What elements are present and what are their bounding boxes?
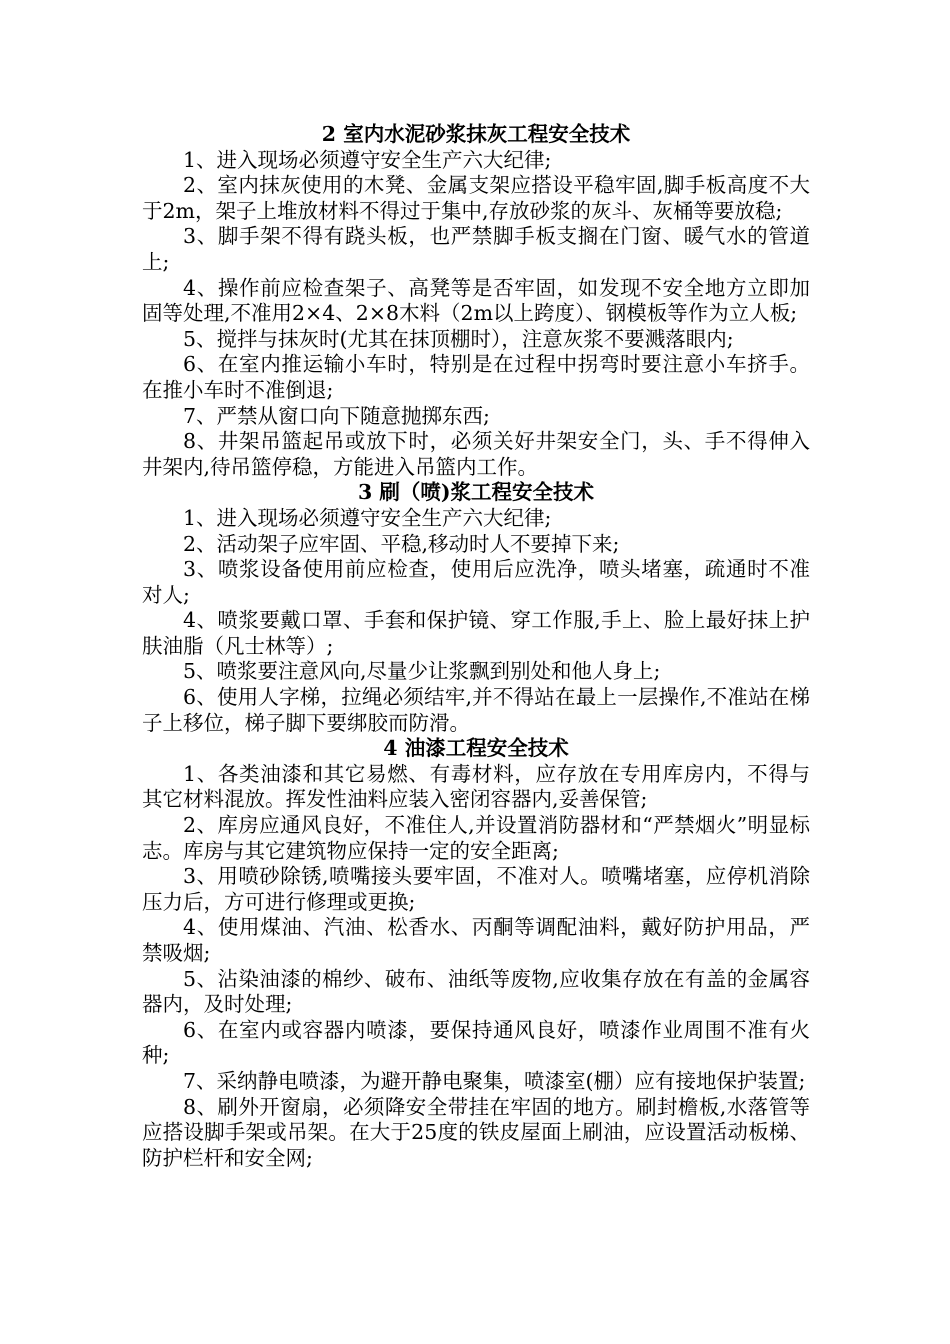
list-item: 4、喷浆要戴口罩、手套和保护镜、穿工作服,手上、脸上最好抹上护肤油脂（凡士林等）;: [142, 608, 810, 658]
list-item: 2、活动架子应牢固、平稳,移动时人不要掉下来;: [183, 531, 620, 556]
list-item: 1、各类油漆和其它易燃、有毒材料，应存放在专用库房内，不得与其它材料混放。挥发性油料应装入密闭容器内,妥善保管;: [142, 761, 810, 812]
section-heading: 2 室内水泥砂浆抹灰工程安全技术: [321, 122, 631, 146]
list-item: 3、用喷砂除锈,喷嘴接头要牢固，不准对人。喷嘴堵塞，应停机消除压力后，方可进行修理或更换;: [142, 864, 810, 914]
list-item: 7、严禁从窗口向下随意抛掷东西;: [183, 403, 490, 428]
list-item: 2、室内抹灰使用的木凳、金属支架应搭设平稳牢固,脚手板高度不大于2m，架子上堆放材料不得过于集中,存放砂浆的灰斗、灰桶等要放稳;: [142, 173, 810, 223]
list-item: 7、采纳静电喷漆，为避开静电聚集，喷漆室(棚）应有接地保护装置;: [183, 1068, 806, 1093]
document-page: [142, 122, 810, 1171]
list-item: 6、在室内或容器内喷漆，要保持通风良好，喷漆作业周围不准有火种;: [142, 1017, 810, 1068]
list-item: 5、沾染油漆的棉纱、破布、油纸等废物,应收集存放在有盖的金属容器内，及时处理;: [142, 966, 810, 1017]
list-item: 6、在室内推运输小车时，特别是在过程中拐弯时要注意小车挤手。在推小车时不准倒退;: [142, 352, 810, 402]
list-item: 5、搅拌与抹灰时(尤其在抹顶棚时），注意灰浆不要溅落眼内;: [183, 326, 734, 351]
list-item: 4、使用煤油、汽油、松香水、丙酮等调配油料，戴好防护用品，严禁吸烟;: [142, 915, 810, 965]
list-item: 5、喷浆要注意风向,尽量少让浆飘到别处和他人身上;: [183, 659, 661, 684]
list-item: 4、操作前应检查架子、高凳等是否牢固，如发现不安全地方立即加固等处理,不准用2×4、2×8木料（2m以上跨度）、钢模板等作为立人板;: [142, 275, 810, 326]
list-item: 8、刷外开窗扇，必须降安全带挂在牢固的地方。刷封檐板,水落管等应搭设脚手架或吊架。在大于25度的铁皮屋面上刷油，应设置活动板梯、防护栏杆和安全网;: [142, 1094, 810, 1170]
list-item: 6、使用人字梯，拉绳必须结牢,并不得站在最上一层操作,不准站在梯子上移位，梯子脚下要绑胶而防滑。: [142, 685, 810, 735]
section-heading: 4 油漆工程安全技术: [383, 736, 569, 761]
section-heading: 3 刷（喷)浆工程安全技术: [357, 480, 595, 505]
list-item: 1、进入现场必须遵守安全生产六大纪律;: [183, 505, 552, 530]
list-item: 3、喷浆设备使用前应检查，使用后应洗净，喷头堵塞，疏通时不准对人;: [142, 557, 810, 607]
list-item: 1、进入现场必须遵守安全生产六大纪律;: [183, 147, 552, 172]
list-item: 2、库房应通风良好，不准住人,并设置消防器材和“严禁烟火”明显标志。库房与其它建筑物应保持一定的安全距离;: [142, 813, 810, 863]
list-item: 8、井架吊篮起吊或放下时，必须关好井架安全门，头、手不得伸入井架内,待吊篮停稳，方能进入吊篮内工作。: [142, 429, 810, 479]
list-item: 3、脚手架不得有跷头板，也严禁脚手板支搁在门窗、暖气水的管道上;: [142, 224, 810, 274]
